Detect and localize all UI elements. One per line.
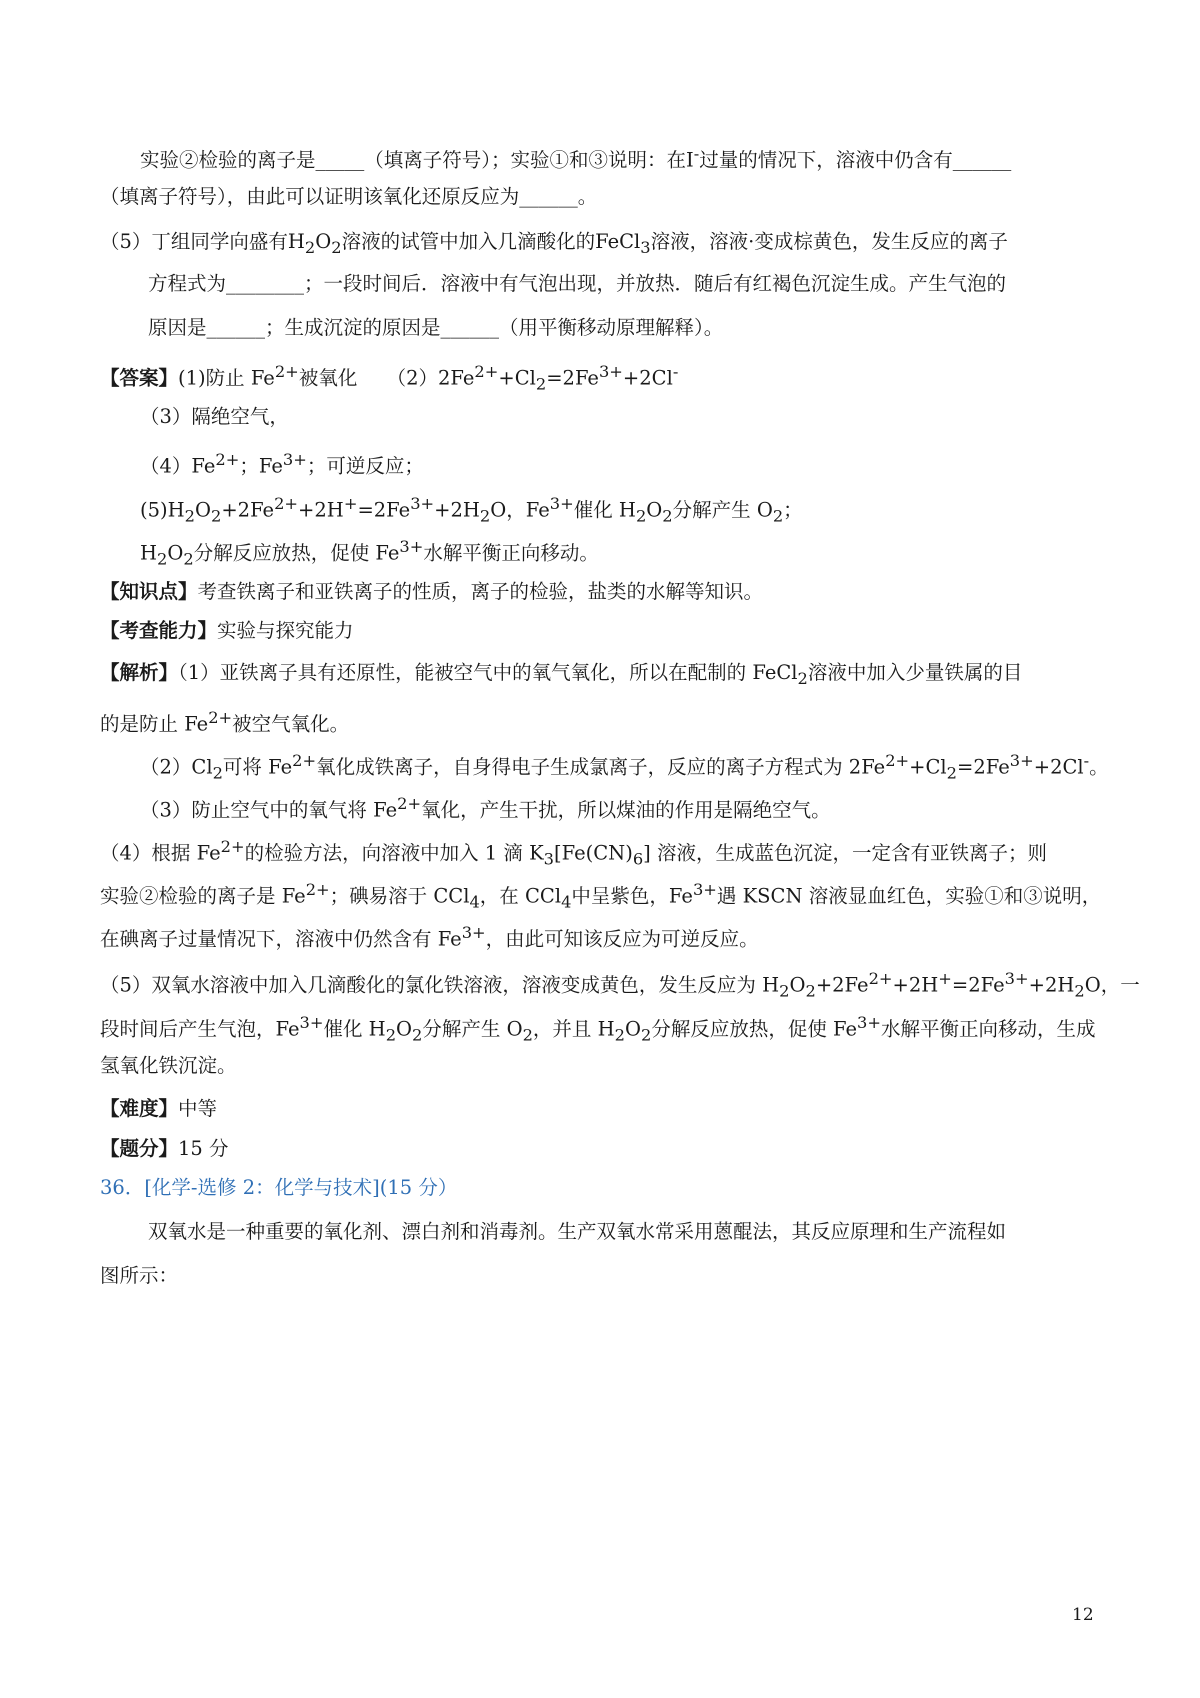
analysis-line-6: 实验②检验的离子是 $Fe^{2+}$；碘易溶于 CCl$_4$，在 CCl$_4$中呈紫色，$Fe^{3+}$遇 KSCN 溶液显血红色，实验①和③说明，: [100, 880, 1102, 912]
question-5-line-1: （5）丁组同学向盛有$H_2O_2$溶液的试管中加入几滴酸化的FeCl$_3$溶液，溶液·变成棕黄色，发生反应的离子: [100, 230, 1008, 257]
score-label: 【题分】: [100, 1137, 179, 1160]
knowledge-label: 【知识点】: [100, 580, 198, 603]
answer-line-3: $(4)Fe^{2+}$；$Fe^{3+}$；可逆反应；: [140, 450, 424, 478]
analysis-line-5: （4）根据 $Fe^{2+}$的检验方法，向溶液中加入 1 滴 $K_3[Fe(CN)_6]$ 溶液，生成蓝色沉淀，一定含有亚铁离子；则: [100, 837, 1047, 869]
analysis-line-8: （5）双氧水溶液中加入几滴酸化的氯化铁溶液，溶液变成黄色，发生反应为 $H_2O_2+2Fe^{2+}+2H^+=2Fe^{3+}+2H_2O$，一: [100, 969, 1140, 1001]
analysis-line-2: 的是防止 $Fe^{2+}$被空气氧化。: [100, 708, 350, 736]
analysis-line-10: 氢氧化铁沉淀。: [100, 1054, 237, 1077]
ability: 【考查能力】实验与探究能力: [100, 619, 354, 642]
analysis-line-4: （3）防止空气中的氧气将 $Fe^{2+}$氧化，产生干扰，所以煤油的作用是隔绝空气。: [140, 794, 831, 822]
question-5-line-2: 方程式为________；一段时间后．溶液中有气泡出现，并放热．随后有红褐色沉淀生成。产生气泡的: [148, 272, 1007, 295]
page-number: 12: [1072, 1605, 1094, 1625]
score: 【题分】15 分: [100, 1137, 229, 1160]
ability-label: 【考查能力】: [100, 619, 218, 642]
question-36-heading: 36．[化学-选修 2：化学与技术](15 分）: [100, 1176, 458, 1199]
question-line-2: （填离子符号），由此可以证明该氧化还原反应为______。: [100, 185, 598, 208]
difficulty-label: 【难度】: [100, 1097, 179, 1120]
question-36-line-2: 图所示：: [100, 1264, 179, 1287]
answer-label: 【答案】: [100, 366, 179, 390]
analysis-line-7: 在碘离子过量情况下，溶液中仍然含有 $Fe^{3+}$，由此可知该反应为可逆反应。: [100, 923, 759, 951]
analysis-label: 【解析】: [100, 661, 179, 684]
answer-line-1: 【答案】(1)防止 $Fe^{2+}$被氧化 $(2)2Fe^{2+}+Cl_2=2Fe^{3+}+2Cl^-$: [100, 362, 679, 394]
analysis-line-3: $(2)Cl_2$可将 $Fe^{2+}$氧化成铁离子，自身得电子生成氯离子，反应的离子方程式为 $2Fe^{2+}+Cl_2=2Fe^{3+}+2Cl^-$。: [140, 751, 1109, 783]
knowledge-point: 【知识点】考查铁离子和亚铁离子的性质，离子的检验，盐类的水解等知识。: [100, 580, 764, 603]
answer-line-4: $(5)H_2O_2+2Fe^{2+}+2H^+=2Fe^{3+}+2H_2O$，$Fe^{3+}$催化 $H_2O_2$分解产生 $O_2$；: [140, 494, 803, 526]
difficulty: 【难度】中等: [100, 1097, 218, 1120]
question-line-1: 实验②检验的离子是_____（填离子符号）；实验①和③说明：在I-过量的情况下，溶液中仍含有______: [140, 144, 1012, 172]
question-5-line-3: 原因是______；生成沉淀的原因是______（用平衡移动原理解释）。: [148, 316, 724, 339]
analysis-line-9: 段时间后产生气泡，$Fe^{3+}$催化 $H_2O_2$分解产生 $O_2$，并且 $H_2O_2$分解反应放热，促使 $Fe^{3+}$水解平衡正向移动，生成: [100, 1013, 1096, 1045]
analysis-line-1: 【解析】（1）亚铁离子具有还原性，能被空气中的氧气氧化，所以在配制的 FeCl$_2$溶液中加入少量铁属的目: [100, 661, 1023, 688]
answer-line-5: $H_2O_2$分解反应放热，促使 $Fe^{3+}$水解平衡正向移动。: [140, 537, 599, 569]
question-36-line-1: 双氧水是一种重要的氧化剂、漂白剂和消毒剂。生产双氧水常采用蒽醌法，其反应原理和生产流程如: [148, 1220, 1007, 1243]
answer-line-2: （3）隔绝空气，: [140, 405, 289, 428]
